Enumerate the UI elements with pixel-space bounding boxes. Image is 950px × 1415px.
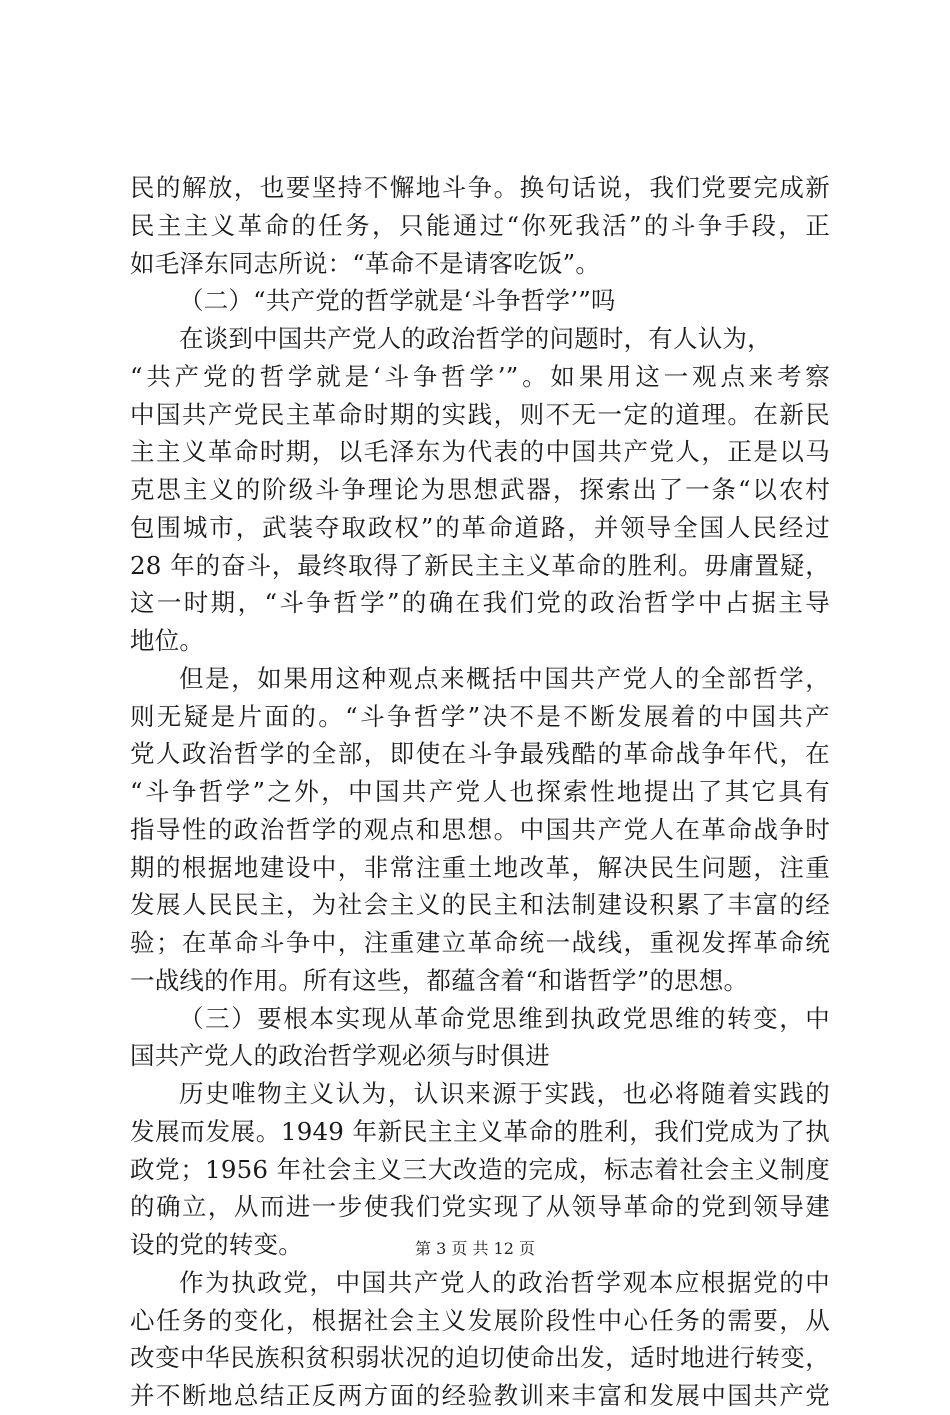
text-line: （三）要根本实现从革命党思维到执政党思维的转变，中 <box>179 1003 830 1033</box>
page-number: 第 3 页 共 12 页 <box>415 1239 535 1258</box>
text-line: 国共产党人的政治哲学观必须与时俱进 <box>130 1041 550 1071</box>
text-line: 中国共产党民主革命时期的实践，则不无一定的道理。在新民 <box>130 399 830 429</box>
text-line: 则无疑是片面的。“斗争哲学”决不是不断发展着的中国共产 <box>130 701 830 731</box>
text-line: 主主义革命时期，以毛泽东为代表的中国共产党人，正是以马 <box>130 437 830 467</box>
text-line: 民主主义革命的任务，只能通过“你死我活”的斗争手段，正 <box>130 210 830 240</box>
text-line: 发展人民民主，为社会主义的民主和法制建设积累了丰富的经 <box>130 890 830 920</box>
text-line: 28 年的奋斗，最终取得了新民主主义革命的胜利。毋庸置疑， <box>130 550 830 580</box>
text-line: 政党；1956 年社会主义三大改造的完成，标志着社会主义制度 <box>130 1154 830 1184</box>
text-line: 验；在革命斗争中，注重建立革命统一战线，重视发挥革命统 <box>130 928 830 957</box>
text-line: 心任务的变化，根据社会主义发展阶段性中心任务的需要，从 <box>130 1305 830 1335</box>
text-line: 设的党的转变。 <box>130 1230 303 1259</box>
text-line: 但是，如果用这种观点来概括中国共产党人的全部哲学， <box>179 663 830 693</box>
text-line: 并不断地总结正反两方面的经验教训来丰富和发展中国共产党 <box>130 1381 830 1410</box>
text-line: “斗争哲学”之外，中国共产党人也探索性地提出了其它具有 <box>130 777 830 806</box>
text-line: 地位。 <box>130 626 205 655</box>
text-line: 一战线的作用。所有这些，都蕴含着“和谐哲学”的思想。 <box>130 965 749 995</box>
document-body <box>130 169 830 1415</box>
text-line: 克思主义的阶级斗争理论为思想武器，探索出了一条“以农村 <box>130 475 830 504</box>
text-line: 的确立，从而进一步使我们党实现了从领导革命的党到领导建 <box>130 1192 830 1222</box>
text-line: 改变中华民族积贫积弱状况的迫切使命出发，适时地进行转变， <box>130 1343 830 1373</box>
text-line: 这一时期，“斗争哲学”的确在我们党的政治哲学中占据主导 <box>130 588 830 618</box>
text-line: 党人政治哲学的全部，即使在斗争最残酷的革命战争年代，在 <box>130 739 830 769</box>
text-line: 发展而发展。1949 年新民主主义革命的胜利，我们党成为了执 <box>130 1116 830 1146</box>
text-line: 民的解放，也要坚持不懈地斗争。换句话说，我们党要完成新 <box>130 173 830 202</box>
text-line: （二）“共产党的哲学就是‘斗争哲学’”吗 <box>179 286 616 316</box>
text-line: 包围城市，武装夺取政权”的革命道路，并领导全国人民经过 <box>130 512 830 542</box>
text-line: 指导性的政治哲学的观点和思想。中国共产党人在革命战争时 <box>130 814 830 844</box>
text-line: 历史唯物主义认为，认识来源于实践，也必将随着实践的 <box>179 1079 830 1108</box>
text-line: “共产党的哲学就是‘斗争哲学’”。如果用这一观点来考察 <box>130 361 830 391</box>
text-line: 如毛泽东同志所说：“革命不是请客吃饭”。 <box>130 248 601 278</box>
text-line: 期的根据地建设中，非常注重土地改革，解决民生问题，注重 <box>130 852 830 882</box>
text-line: 在谈到中国共产党人的政治哲学的问题时，有人认为， <box>179 324 772 353</box>
text-line: 作为执政党，中国共产党人的政治哲学观本应根据党的中 <box>179 1267 830 1297</box>
